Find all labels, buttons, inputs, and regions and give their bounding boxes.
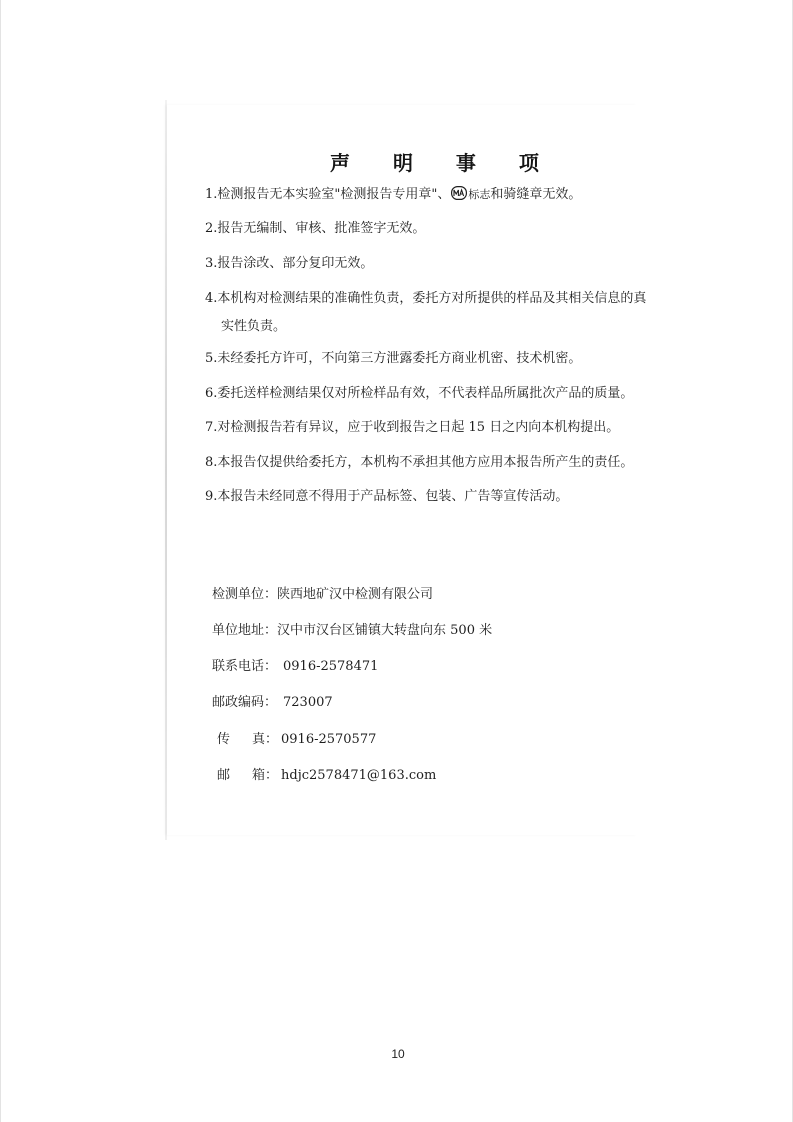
fax-label-second: 真： bbox=[252, 732, 279, 747]
clause-1-text-end: 和骑缝章无效。 bbox=[490, 187, 582, 202]
address-value: 汉中市汉台区铺镇大转盘向东 500 米 bbox=[277, 623, 493, 638]
cma-icon bbox=[451, 186, 467, 206]
clause-1-text-start: 1.检测报告无本实验室"检测报告专用章"、 bbox=[205, 187, 451, 202]
contact-fax bbox=[217, 731, 376, 749]
phone-value: 0916-2578471 bbox=[283, 659, 379, 674]
postcode-label: 邮政编码： bbox=[212, 695, 278, 710]
unit-value: 陕西地矿汉中检测有限公司 bbox=[277, 587, 434, 602]
phone-label: 联系电话： bbox=[212, 659, 278, 674]
contact-postcode bbox=[212, 694, 333, 712]
email-label bbox=[217, 767, 277, 785]
unit-label: 检测单位： bbox=[212, 587, 278, 602]
clause-7: 7.对检测报告若有异议，应于收到报告之日起 15 日之内向本机构提出。 bbox=[205, 420, 620, 435]
clause-8: 8.本报告仅提供给委托方，本机构不承担其他方应用本报告所产生的责任。 bbox=[205, 455, 634, 470]
contact-email bbox=[217, 767, 436, 785]
cma-label: 标志 bbox=[468, 188, 491, 201]
contact-address bbox=[212, 622, 492, 640]
fax-label-first: 传 bbox=[217, 732, 231, 747]
clause-9: 9.本报告未经同意不得用于产品标签、包装、广告等宣传活动。 bbox=[205, 489, 569, 504]
clause-3: 3.报告涂改、部分复印无效。 bbox=[205, 256, 374, 271]
fax-value: 0916-2570577 bbox=[281, 732, 377, 747]
clause-5: 5.未经委托方许可，不向第三方泄露委托方商业机密、技术机密。 bbox=[205, 351, 582, 366]
page-number: 10 bbox=[391, 1047, 405, 1061]
clause-6: 6.委托送样检测结果仅对所检样品有效，不代表样品所属批次产品的质量。 bbox=[205, 386, 634, 401]
contact-unit bbox=[212, 586, 433, 604]
clause-2: 2.报告无编制、审核、批准签字无效。 bbox=[205, 221, 426, 236]
contact-phone bbox=[212, 658, 378, 676]
clause-4: 4.本机构对检测结果的准确性负责，委托方对所提供的样品及其相关信息的真 bbox=[205, 291, 647, 306]
fax-label bbox=[217, 731, 277, 749]
email-value: hdjc2578471@163.com bbox=[281, 768, 437, 783]
address-label: 单位地址： bbox=[212, 623, 278, 638]
clause-4-continuation: 实性负责。 bbox=[221, 319, 287, 334]
declaration-title: 声 明 事 项 bbox=[330, 151, 557, 175]
email-label-first: 邮 bbox=[217, 768, 231, 783]
clause-1 bbox=[205, 186, 581, 206]
email-label-second: 箱： bbox=[252, 768, 279, 783]
postcode-value: 723007 bbox=[283, 695, 333, 710]
